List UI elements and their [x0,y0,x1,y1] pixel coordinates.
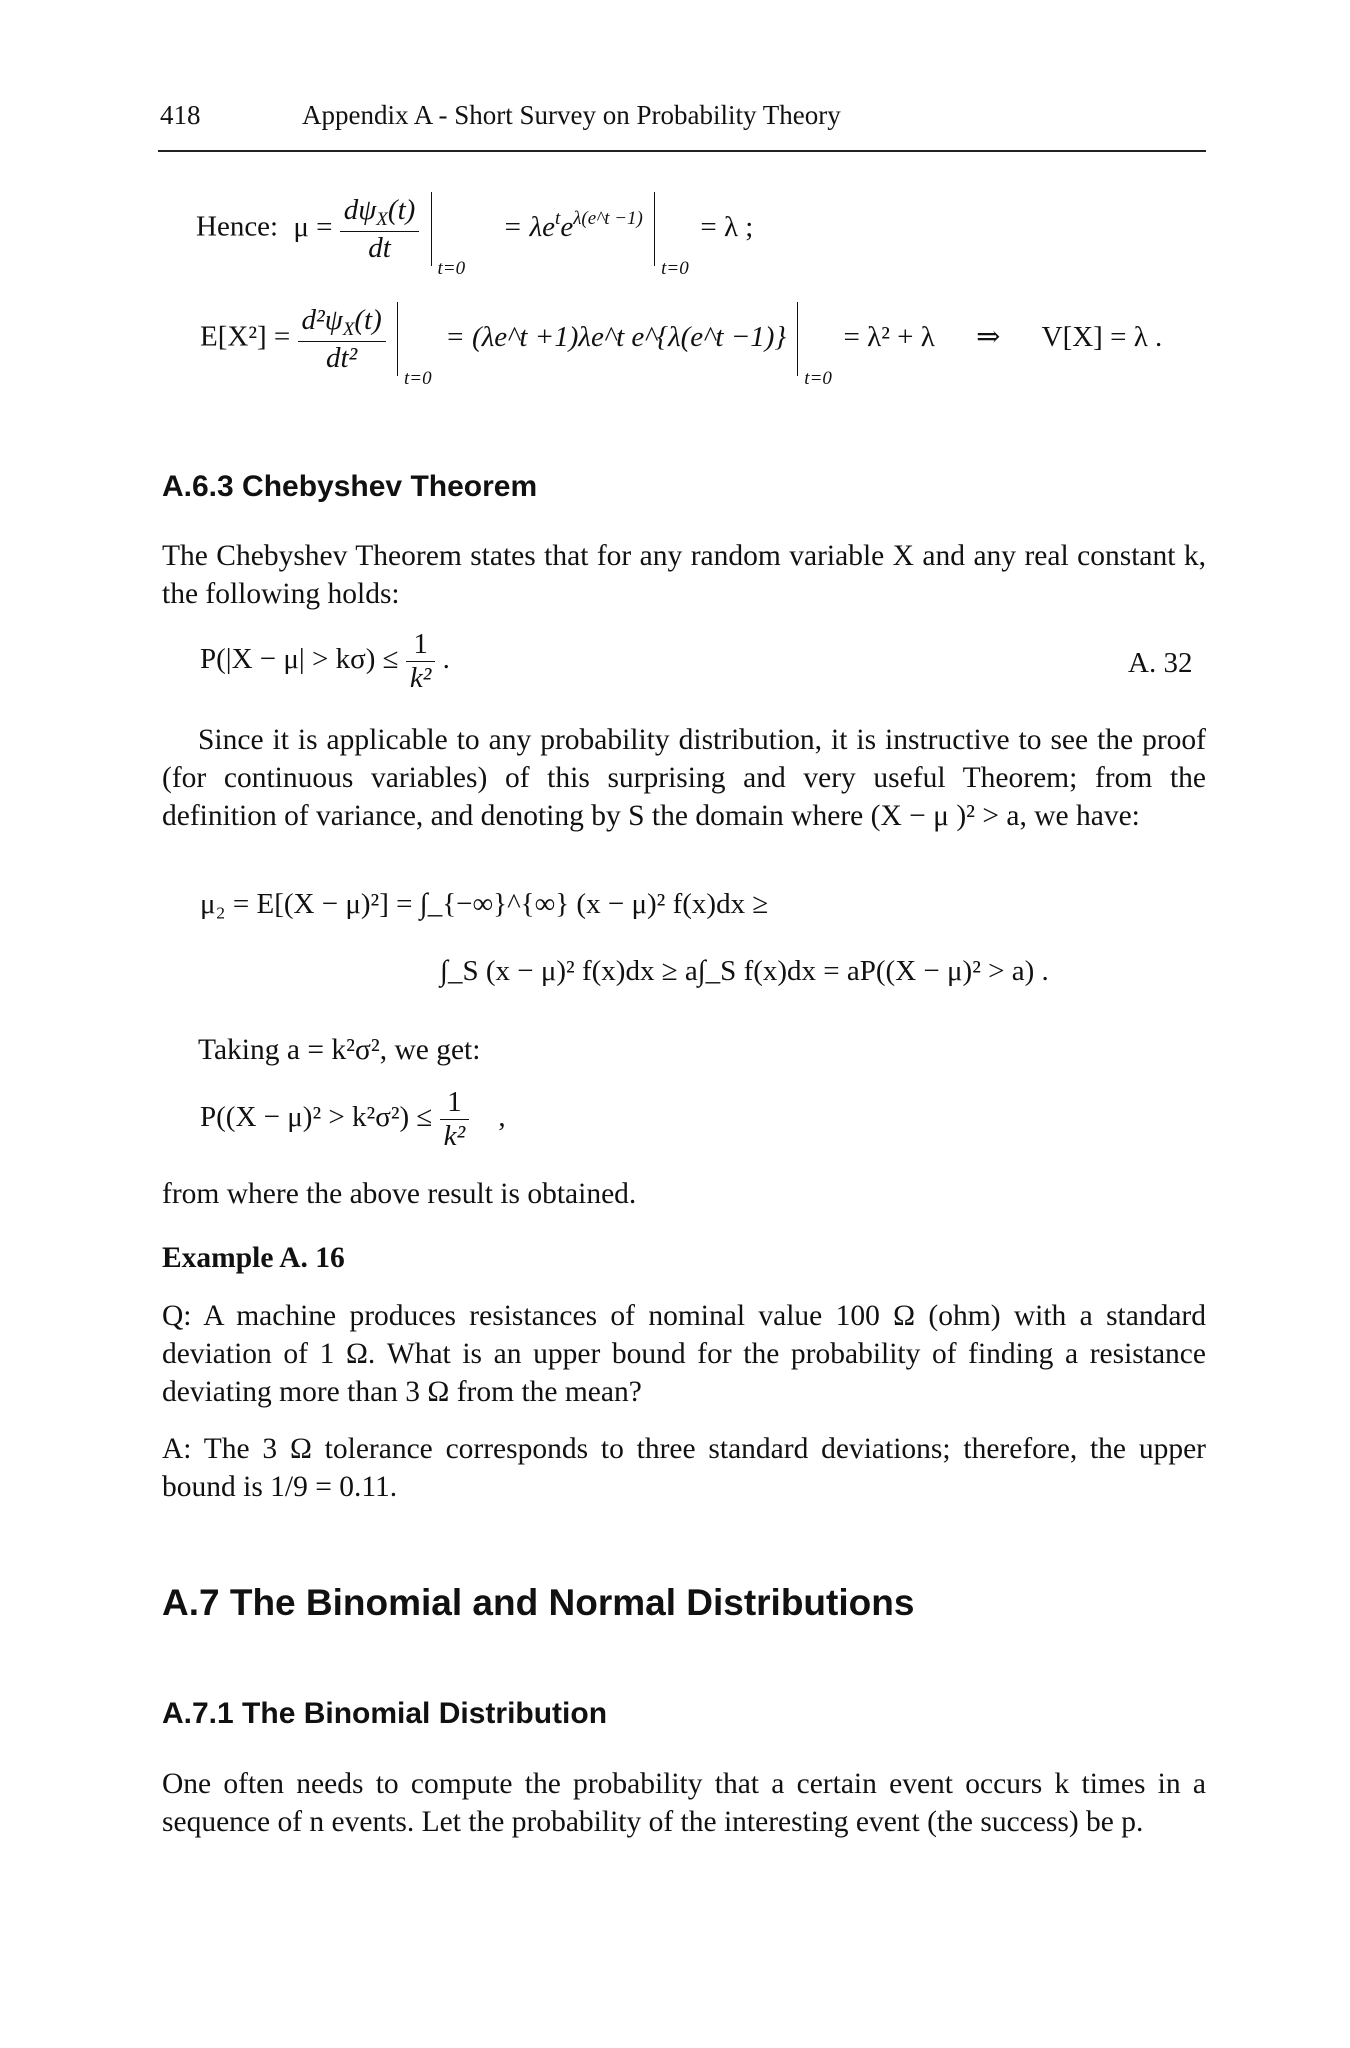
fraction-subscript: X [376,208,388,230]
equation-a32 [200,628,450,695]
second-derivative-denominator: dt² [326,341,358,374]
page-number: 418 [160,100,201,130]
section-heading-a7: A.7 The Binomial and Normal Distributions [162,1582,915,1623]
second-moment-lhs: E[X²] = [200,320,291,353]
a32-period: . [442,643,450,676]
second-moment-middle: = (λe^t +1)λe^t e^{λ(e^t −1)} [445,320,787,353]
paragraph-proof-intro: Since it is applicable to any probability distribution, it is instructive to see the proof (for continuous variables) of this surprising and very useful Theorem; from the definition of variance, and denoting by S the domain where (X − μ )² > a, we have: [162,724,1206,832]
evaluation-limit-2: t=0 [661,258,689,279]
hence-label: Hence: [196,210,279,243]
equation-second-moment [200,302,1163,389]
second-moment-result: = λ² + λ [843,320,935,353]
second-derivative-fraction: $\frac{d^2\psi_X(t)}{\text{dt²}}$ [298,304,386,375]
step-expression: = $\lambda e^te^{\lambda(e\^{}t -1)}$ [502,207,643,243]
taking-numerator: 1 [440,1086,470,1120]
a32-fraction [406,628,436,695]
equation-hence [196,192,754,279]
paragraph-result-obtained: from where the above result is obtained. [162,1178,637,1210]
derivative-fraction [340,194,420,265]
evaluation-bar-2 [654,192,689,279]
a32-numerator: 1 [406,628,436,662]
evaluation-bar [431,192,466,279]
paragraph-binomial-intro: One often needs to compute the probability that a certain event occurs k times in a sequence of n events. Let the probability of the interesting event (the success) be p. [162,1768,1206,1838]
fraction-argument: (t) [387,193,416,226]
a32-denominator: k² [409,662,432,694]
header-rule [158,150,1206,152]
taking-comma: , [498,1101,506,1134]
mu-symbol: μ = [293,210,333,243]
equation-taking [200,1086,506,1153]
example-question: Q: A machine produces resistances of nominal value 100 Ω (ohm) with a standard deviation of 1 Ω. What is an upper bound for the probability of finding a resistance deviating more than 3 Ω from the mean? [162,1300,1206,1408]
variance-result: V[X] = λ . [1041,320,1163,353]
equation-mu2-line1: μ₂ = E[(X − μ)²] = ∫_{−∞}^{∞} (x − μ)² f(x)dx ≥ [200,888,769,920]
equation-mu2-line2: ∫_S (x − μ)² f(x)dx ≥ a∫_S f(x)dx = aP((X − μ)² > a) . [440,955,1049,987]
paragraph-taking-a: Taking a = k²σ², we get: [198,1034,481,1066]
fraction-denominator: dt [368,231,391,264]
evaluation-limit: t=0 [437,258,466,279]
evaluation-bar-4: t=0 [797,302,798,376]
fraction-numerator: dψ [343,193,377,226]
taking-lhs: P((X − μ)² > k²σ²) ≤ [200,1101,433,1134]
evaluation-bar-3: t=0 [397,302,398,376]
equation-label-a32: A. 32 [1128,647,1193,679]
hence-result: = λ ; [700,210,754,243]
section-heading-a63: A.6.3 Chebyshev Theorem [162,470,538,503]
a32-lhs: P(|X − μ| > kσ) ≤ [200,643,399,676]
taking-fraction [440,1086,470,1153]
paragraph-chebyshev-intro: The Chebyshev Theorem states that for any random variable X and any real constant k, the following holds: [162,540,1206,610]
section-heading-a71: A.7.1 The Binomial Distribution [162,1697,608,1730]
taking-denominator: k² [443,1120,466,1152]
example-heading: Example A. 16 [162,1242,345,1274]
example-answer: A: The 3 Ω tolerance corresponds to three standard deviations; therefore, the upper bound is 1/9 = 0.11. [162,1433,1206,1503]
implies-symbol: ⇒ [976,320,1001,353]
running-title: Appendix A - Short Survey on Probability Theory [302,100,841,130]
